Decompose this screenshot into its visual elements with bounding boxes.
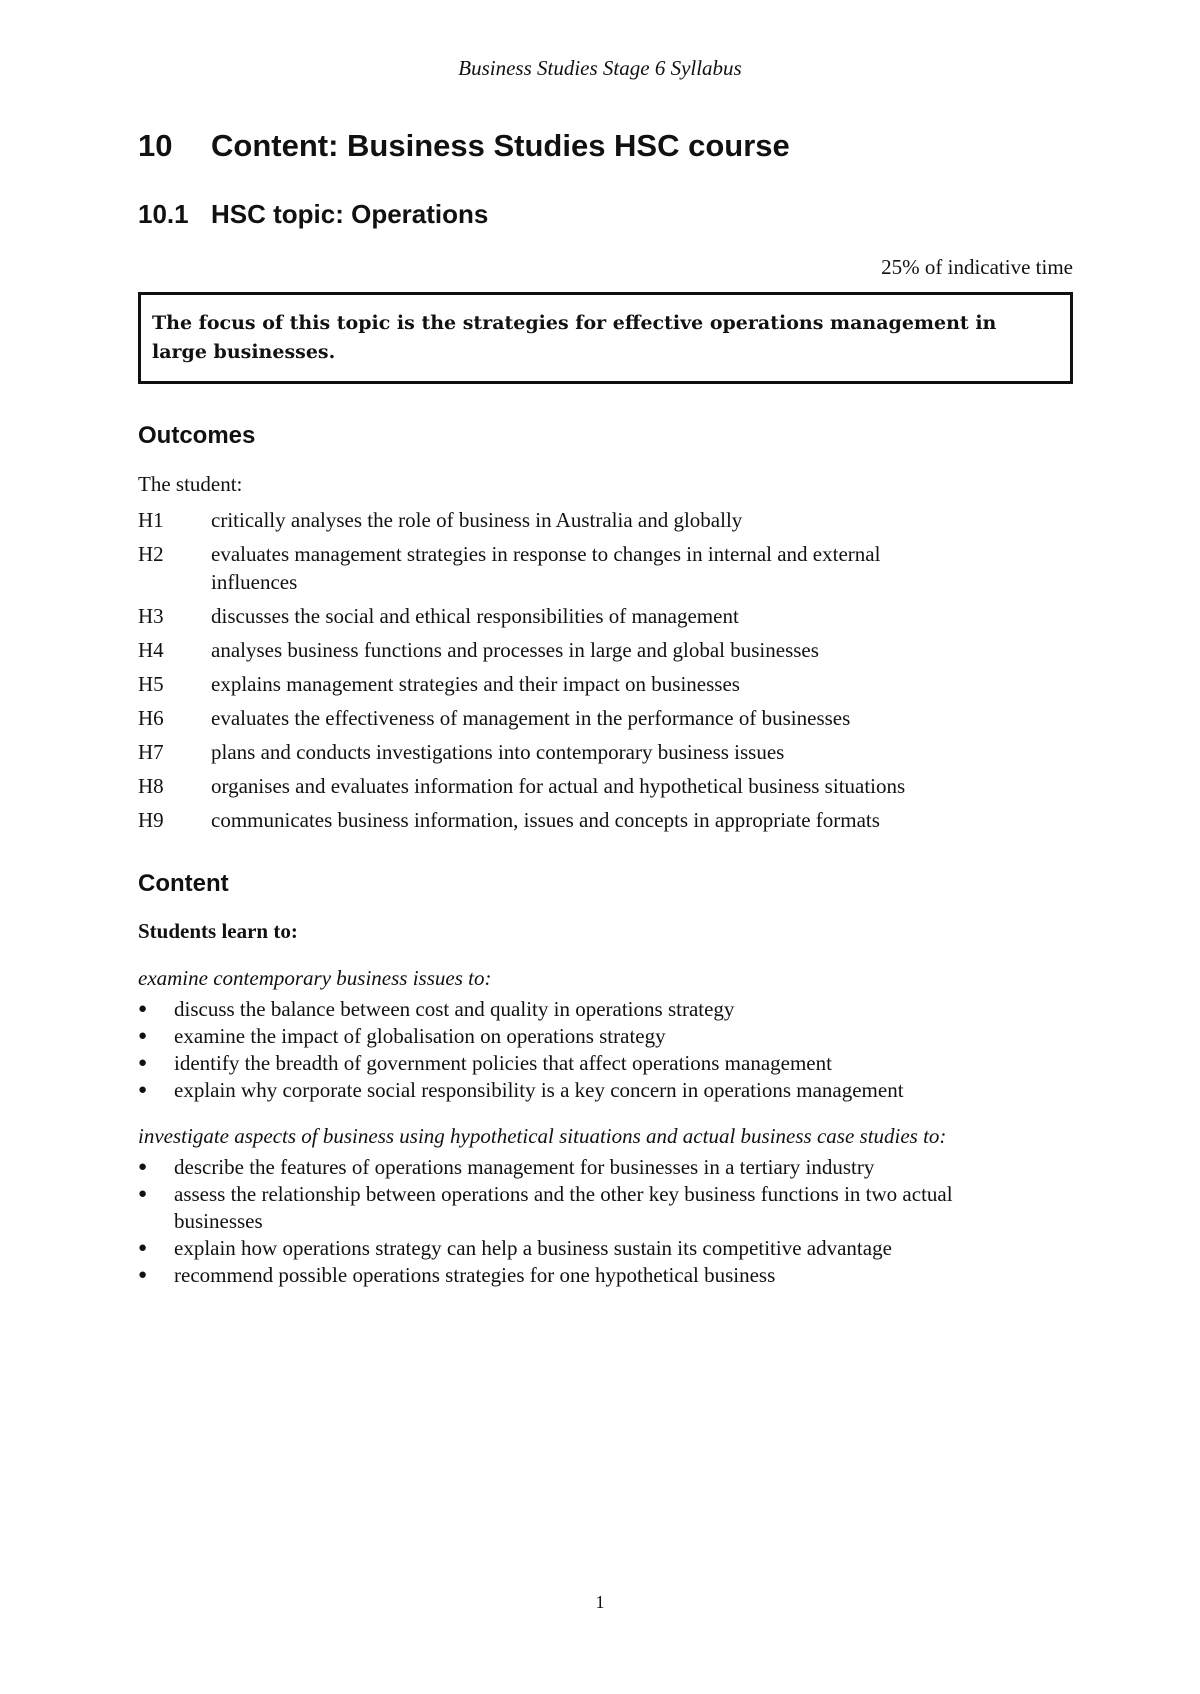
list-item-text: examine the impact of globalisation on operations strategy — [174, 1024, 666, 1048]
section-title: Content: Business Studies HSC course — [211, 128, 790, 163]
outcome-code: H2 — [138, 542, 164, 566]
outcome-item — [138, 540, 1073, 596]
content-heading: Content — [138, 870, 229, 897]
outcome-code: H6 — [138, 706, 164, 730]
outcome-text: communicates business information, issues and concepts in appropriate formats — [211, 808, 880, 832]
list-item-text: describe the features of operations management for businesses in a tertiary industry — [174, 1155, 875, 1179]
outcomes-intro: The student: — [138, 472, 243, 496]
outcome-code: H8 — [138, 774, 164, 798]
running-header: Business Studies Stage 6 Syllabus — [458, 56, 742, 80]
list-item — [138, 1023, 1073, 1050]
outcome-item — [138, 738, 1073, 766]
outcome-text: analyses business functions and processes in large and global businesses — [211, 638, 819, 662]
outcome-item — [138, 772, 1073, 800]
list-item-text: discuss the balance between cost and quality in operations strategy — [174, 997, 735, 1021]
outcome-code: H5 — [138, 672, 164, 696]
bullet-list — [138, 996, 1073, 1104]
outcome-text: discusses the social and ethical responsibilities of management — [211, 604, 739, 628]
students-learn-label: Students learn to: — [138, 919, 298, 943]
outcome-item — [138, 806, 1073, 834]
outcome-item — [138, 636, 1073, 664]
topic-title: HSC topic: Operations — [211, 199, 489, 229]
outcome-item — [138, 506, 1073, 534]
outcome-text: critically analyses the role of business in Australia and globally — [211, 508, 743, 532]
bullet-icon: ● — [138, 1159, 148, 1175]
outcome-code: H1 — [138, 508, 164, 532]
outcome-text: plans and conducts investigations into contemporary business issues — [211, 740, 785, 764]
outcome-item — [138, 670, 1073, 698]
list-item-text: recommend possible operations strategies for one hypothetical business — [174, 1263, 776, 1287]
bullet-icon: ● — [138, 1028, 148, 1044]
list-item — [138, 1050, 1073, 1077]
bullet-icon: ● — [138, 1001, 148, 1017]
list-item-text: explain why corporate social responsibility is a key concern in operations management — [174, 1078, 904, 1102]
outcomes-heading: Outcomes — [138, 422, 256, 449]
focus-box: The focus of this topic is the strategies for effective operations management in large businesses. — [138, 292, 1073, 384]
outcome-code: H4 — [138, 638, 164, 662]
content-group-title: examine contemporary business issues to: — [138, 966, 492, 990]
bullet-icon: ● — [138, 1055, 148, 1071]
list-item-text: identify the breadth of government policies that affect operations management — [174, 1051, 832, 1075]
outcome-text: evaluates the effectiveness of management in the performance of businesses — [211, 706, 851, 730]
bullet-icon: ● — [138, 1082, 148, 1098]
topic-number: 10.1 — [138, 199, 189, 229]
bullet-icon: ● — [138, 1240, 148, 1256]
content-group-title: investigate aspects of business using hypothetical situations and actual business case studies to: — [138, 1124, 947, 1148]
page-body — [138, 126, 1073, 1289]
list-item — [138, 1181, 1073, 1235]
topic-heading — [138, 196, 1073, 232]
outcome-text: organises and evaluates information for actual and hypothetical business situations — [211, 774, 906, 798]
page-number: 1 — [595, 1592, 605, 1612]
outcome-text: evaluates management strategies in response to changes in internal and external influences — [211, 542, 881, 594]
list-item — [138, 996, 1073, 1023]
outcome-code: H3 — [138, 604, 164, 628]
list-item — [138, 1235, 1073, 1262]
outcome-item — [138, 704, 1073, 732]
indicative-time: 25% of indicative time — [881, 255, 1073, 279]
list-item-text: assess the relationship between operations and the other key business functions in two actual businesses — [174, 1182, 953, 1233]
outcome-text: explains management strategies and their impact on businesses — [211, 672, 740, 696]
outcome-list — [138, 506, 1073, 834]
section-heading — [138, 126, 1073, 166]
section-number: 10 — [138, 128, 173, 163]
bullet-list — [138, 1154, 1073, 1289]
outcome-code: H9 — [138, 808, 164, 832]
bullet-icon: ● — [138, 1186, 148, 1202]
list-item — [138, 1077, 1073, 1104]
list-item-text: explain how operations strategy can help a business sustain its competitive advantage — [174, 1236, 892, 1260]
outcome-item — [138, 602, 1073, 630]
bullet-icon: ● — [138, 1267, 148, 1283]
list-item — [138, 1262, 1073, 1289]
outcome-code: H7 — [138, 740, 164, 764]
list-item — [138, 1154, 1073, 1181]
